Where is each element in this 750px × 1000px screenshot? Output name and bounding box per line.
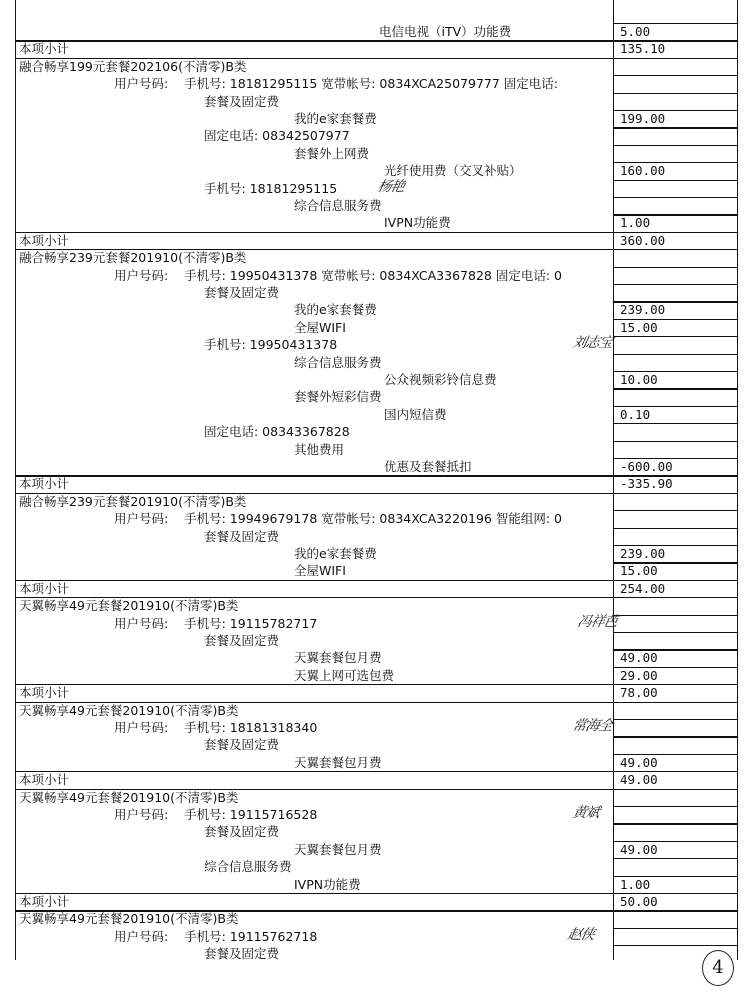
bill-item-amount: -335.90 xyxy=(620,476,673,492)
bill-row xyxy=(15,423,739,440)
bill-row xyxy=(15,93,739,110)
bill-item-label: 公众视频彩铃信息费 xyxy=(384,372,497,387)
bill-row xyxy=(15,127,739,144)
bill-item-amount: 1.00 xyxy=(620,215,651,231)
bill-item-label: 本项小计 xyxy=(19,41,70,57)
amount-cell-border xyxy=(613,319,737,320)
bill-item-amount: 0.10 xyxy=(620,406,651,422)
bill-row xyxy=(15,736,739,753)
bill-row xyxy=(15,597,739,614)
bill-item-label: 套餐及固定费 xyxy=(204,285,280,300)
row-separator-line xyxy=(15,771,613,772)
amount-cell-border xyxy=(613,284,737,285)
handwritten-signature: 常海全 xyxy=(571,718,614,734)
bill-item-label: 天翼套餐包月费 xyxy=(294,650,382,666)
amount-cell-border xyxy=(613,736,737,737)
bill-item-label: 套餐及固定费 xyxy=(204,633,280,648)
amount-cell-border xyxy=(613,841,737,842)
bill-item-label: 用户号码: 手机号: 19115716528 xyxy=(114,807,318,822)
bill-item-label: 天翼上网可选包费 xyxy=(294,667,395,683)
row-separator-line xyxy=(15,684,613,685)
bill-item-label: 用户号码: 手机号: 19950431378 宽带帐号: 0834XCA3367828 固定电话: 0 xyxy=(114,267,562,283)
bill-item-label: 全屋WIFI xyxy=(294,319,346,335)
bill-item-label: 套餐外上网费 xyxy=(294,145,370,161)
bill-item-amount: 254.00 xyxy=(620,580,666,596)
amount-cell-border xyxy=(613,354,737,355)
amount-cell-border xyxy=(613,58,737,59)
amount-cell-border xyxy=(613,858,737,859)
handwritten-signature: 杨艳 xyxy=(376,178,406,195)
row-separator-line xyxy=(15,58,613,59)
bill-row xyxy=(15,214,739,231)
amount-cell-border xyxy=(613,127,737,128)
bill-row xyxy=(15,371,739,388)
bill-item-label: 融合畅享239元套餐201910(不清零)B类 xyxy=(19,493,247,509)
bill-item-label: 光纤使用费（交叉补贴） xyxy=(384,163,522,179)
bill-item-label: 本项小计 xyxy=(19,580,70,596)
bill-row xyxy=(15,806,739,823)
handwritten-signature: 黄斌 xyxy=(571,805,601,821)
amount-cell-border xyxy=(613,406,737,407)
amount-cell-border xyxy=(613,145,737,146)
bill-row xyxy=(15,667,739,684)
amount-cell-border xyxy=(613,876,737,877)
row-separator-line xyxy=(15,249,613,250)
amount-cell-border xyxy=(613,249,737,250)
amount-cell-border xyxy=(613,823,737,824)
row-separator-line xyxy=(15,597,613,598)
bill-row xyxy=(15,406,739,423)
bill-item-label: 其他费用 xyxy=(294,441,345,457)
bill-row xyxy=(15,475,739,492)
handwritten-signature: 冯祥芭 xyxy=(576,613,619,630)
bill-item-label: 天翼套餐包月费 xyxy=(294,754,382,770)
bill-item-label: 本项小计 xyxy=(19,476,70,492)
bill-row xyxy=(15,823,739,840)
amount-cell-border xyxy=(613,632,737,633)
bill-item-label: 本项小计 xyxy=(19,685,70,701)
bill-item-label: 手机号: 19950431378 xyxy=(204,337,338,353)
bill-row xyxy=(15,388,739,405)
bill-row xyxy=(15,493,739,510)
bill-item-amount: 15.00 xyxy=(620,563,658,579)
bill-item-amount: 135.10 xyxy=(620,41,666,57)
bill-row xyxy=(15,319,739,336)
bill-item-label: 套餐及固定费 xyxy=(204,824,280,840)
amount-cell-border xyxy=(613,597,737,598)
bill-row xyxy=(15,58,739,75)
bill-item-amount: 29.00 xyxy=(620,667,658,683)
bill-row xyxy=(15,336,739,353)
amount-cell-border xyxy=(613,702,737,703)
bill-row xyxy=(15,702,739,719)
amount-cell-border xyxy=(613,893,737,894)
bill-item-label: 电信电视（iTV）功能费 xyxy=(379,24,512,39)
bill-row xyxy=(15,232,739,249)
bill-row xyxy=(15,928,739,945)
bill-item-amount: 5.00 xyxy=(620,24,651,39)
amount-cell-border xyxy=(613,562,737,563)
amount-cell-border xyxy=(613,93,737,94)
bill-row xyxy=(15,162,739,179)
bill-row xyxy=(15,23,739,40)
bill-row xyxy=(15,40,739,57)
bill-row xyxy=(15,249,739,266)
amount-cell-border xyxy=(613,371,737,372)
bill-item-label: 用户号码: 手机号: 18181318340 xyxy=(114,720,318,735)
bill-item-label: 用户号码: 手机号: 19115762718 xyxy=(114,928,318,944)
row-separator-line xyxy=(15,893,613,894)
amount-cell-border xyxy=(613,928,737,929)
bill-item-amount: 49.00 xyxy=(620,772,658,788)
bill-item-amount: 49.00 xyxy=(620,650,658,666)
amount-cell-border xyxy=(613,649,737,650)
bill-row xyxy=(15,528,739,545)
bill-item-label: 固定电话: 08343367828 xyxy=(204,424,350,440)
bill-item-label: 套餐及固定费 xyxy=(204,946,280,962)
amount-cell-border xyxy=(613,162,737,163)
bill-item-label: 天翼畅享49元套餐201910(不清零)B类 xyxy=(19,598,239,614)
bill-item-amount: 49.00 xyxy=(620,841,658,857)
bill-item-amount: 239.00 xyxy=(620,546,666,561)
amount-cell-border xyxy=(613,615,737,616)
bill-row xyxy=(15,354,739,371)
bill-item-label: 本项小计 xyxy=(19,232,70,248)
amount-cell-border xyxy=(613,180,737,181)
row-separator-line xyxy=(15,580,613,581)
bill-item-amount: 199.00 xyxy=(620,111,666,126)
handwritten-signature: 赵侠 xyxy=(566,926,596,943)
bill-item-label: 融合畅享239元套餐201910(不清零)B类 xyxy=(19,250,247,266)
bill-item-label: 用户号码: 手机号: 18181295115 宽带帐号: 0834XCA25079777 固定电话: xyxy=(114,76,558,92)
bill-row xyxy=(15,197,739,214)
bill-item-label: 天翼畅享49元套餐201910(不清零)B类 xyxy=(19,702,239,718)
row-separator-line xyxy=(15,493,613,494)
bill-item-amount: 50.00 xyxy=(620,894,658,909)
bill-row xyxy=(15,789,739,806)
bill-item-label: 本项小计 xyxy=(19,772,70,788)
row-separator-line xyxy=(15,702,613,703)
bill-row xyxy=(15,267,739,284)
bill-row xyxy=(15,562,739,579)
bill-row xyxy=(15,893,739,910)
amount-cell-border xyxy=(613,75,737,76)
bill-item-label: 套餐及固定费 xyxy=(204,737,280,753)
amount-cell-border xyxy=(613,771,737,772)
amount-cell-border xyxy=(613,910,737,911)
bill-sheet xyxy=(15,0,739,960)
amount-cell-border xyxy=(613,545,737,546)
bill-item-label: 我的e家套餐费 xyxy=(294,302,377,318)
bill-row xyxy=(15,649,739,666)
bill-row xyxy=(15,284,739,301)
bill-row xyxy=(15,545,739,562)
bill-row xyxy=(15,110,739,127)
amount-cell-border xyxy=(613,684,737,685)
amount-cell-border xyxy=(613,493,737,494)
amount-cell-border xyxy=(613,580,737,581)
bill-row xyxy=(15,441,739,458)
bill-item-label: 套餐及固定费 xyxy=(204,528,280,544)
bill-item-amount: 49.00 xyxy=(620,754,658,770)
amount-cell-border xyxy=(613,301,737,302)
amount-cell-border xyxy=(613,667,737,668)
amount-cell-border xyxy=(613,528,737,529)
bill-item-label: 天翼畅享49元套餐201910(不清零)B类 xyxy=(19,789,239,805)
bill-row xyxy=(15,719,739,736)
bill-row xyxy=(15,910,739,927)
bill-row xyxy=(15,945,739,962)
bill-item-label: 用户号码: 手机号: 19115782717 xyxy=(114,615,318,631)
bill-item-label: 融合畅享199元套餐202106(不清零)B类 xyxy=(19,58,247,74)
bill-row xyxy=(15,75,739,92)
bill-item-label: 国内短信费 xyxy=(384,406,447,422)
amount-cell-border xyxy=(613,214,737,215)
bill-item-amount: 360.00 xyxy=(620,232,666,248)
bill-item-amount: -600.00 xyxy=(620,459,673,474)
bill-item-label: 天翼套餐包月费 xyxy=(294,841,382,857)
amount-cell-border xyxy=(613,23,737,24)
amount-cell-border xyxy=(613,475,737,476)
bill-row xyxy=(15,754,739,771)
row-separator-line xyxy=(15,40,613,41)
bill-item-amount: 10.00 xyxy=(620,372,658,387)
bill-item-label: IVPN功能费 xyxy=(294,876,361,892)
bill-row xyxy=(15,771,739,788)
row-separator-line xyxy=(15,475,613,476)
bill-row xyxy=(15,841,739,858)
amount-cell-border xyxy=(613,232,737,233)
bill-row xyxy=(15,858,739,875)
bill-row xyxy=(15,301,739,318)
amount-cell-border xyxy=(613,336,737,337)
bill-row xyxy=(15,458,739,475)
amount-cell-border xyxy=(613,267,737,268)
bill-item-amount: 1.00 xyxy=(620,876,651,892)
bill-item-amount: 78.00 xyxy=(620,685,658,701)
amount-cell-border xyxy=(613,388,737,389)
bill-item-label: 综合信息服务费 xyxy=(294,354,382,370)
bill-item-amount: 15.00 xyxy=(620,319,658,335)
bill-item-label: 我的e家套餐费 xyxy=(294,111,377,126)
amount-cell-border xyxy=(613,719,737,720)
bill-item-label: 套餐及固定费 xyxy=(204,93,280,109)
row-separator-line xyxy=(15,910,613,911)
bill-row xyxy=(15,876,739,893)
amount-cell-border xyxy=(613,197,737,198)
bill-item-label: 综合信息服务费 xyxy=(294,198,382,213)
amount-cell-border xyxy=(613,110,737,111)
amount-cell-border xyxy=(613,441,737,442)
bill-item-label: 天翼畅享49元套餐201910(不清零)B类 xyxy=(19,911,239,927)
row-separator-line xyxy=(15,232,613,233)
bill-item-label: 优惠及套餐抵扣 xyxy=(384,459,472,474)
bill-item-label: 综合信息服务费 xyxy=(204,859,292,875)
amount-cell-border xyxy=(613,458,737,459)
bill-item-label: 固定电话: 08342507977 xyxy=(204,128,350,144)
bill-item-label: 用户号码: 手机号: 19949679178 宽带帐号: 0834XCA3220196 智能组网: 0 xyxy=(114,511,562,527)
bill-item-label: 我的e家套餐费 xyxy=(294,546,377,561)
amount-cell-border xyxy=(613,945,737,946)
amount-cell-border xyxy=(613,510,737,511)
bill-row xyxy=(15,145,739,162)
bill-item-amount: 239.00 xyxy=(620,302,666,318)
amount-cell-border xyxy=(613,754,737,755)
bill-item-label: 手机号: 18181295115 xyxy=(204,180,338,196)
amount-cell-border xyxy=(613,423,737,424)
amount-cell-border xyxy=(613,806,737,807)
bill-row xyxy=(15,632,739,649)
bill-row xyxy=(15,580,739,597)
page-number-mark: 4 xyxy=(702,950,734,986)
bill-row xyxy=(15,684,739,701)
bill-item-label: 本项小计 xyxy=(19,894,70,909)
bill-item-label: 套餐外短彩信费 xyxy=(294,389,382,405)
amount-cell-border xyxy=(613,789,737,790)
bill-item-label: 全屋WIFI xyxy=(294,563,346,579)
handwritten-signature: 刘志宝 xyxy=(571,335,614,352)
bill-row xyxy=(15,510,739,527)
bill-item-amount: 160.00 xyxy=(620,163,666,179)
bill-item-label: IVPN功能费 xyxy=(384,215,451,231)
row-separator-line xyxy=(15,789,613,790)
amount-cell-border xyxy=(613,40,737,41)
bill-row xyxy=(15,615,739,632)
